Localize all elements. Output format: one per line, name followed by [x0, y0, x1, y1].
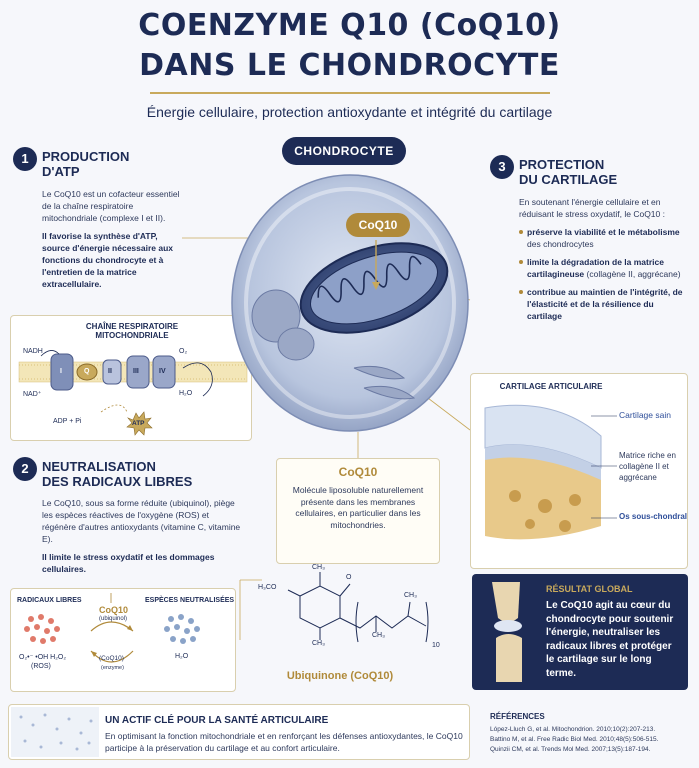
section-1-title-line-1: PRODUCTION	[42, 149, 130, 164]
global-result-box	[472, 574, 688, 690]
result-title: RÉSULTAT GLOBAL	[546, 584, 633, 594]
cartilage-label-matrix: Matrice riche en collagène II et aggrécane	[619, 451, 676, 482]
coq-top-sub: (ubiquinol)	[99, 616, 128, 622]
cartilage-title: CARTILAGE ARTICULAIRE	[499, 382, 603, 391]
atp-label: ATP	[132, 420, 145, 427]
section-2-body	[42, 497, 242, 575]
molecule-ch3-c: CH₃	[372, 632, 385, 639]
h2o-label: H₂O	[179, 390, 193, 397]
molecule-ch3-b: CH₃	[312, 640, 325, 647]
section-2-title-line-2: DES RADICAUX LIBRES	[42, 474, 193, 489]
title-line-2: DANS LE CHONDROCYTE	[139, 48, 560, 83]
radicals-right-title: ESPÈCES NEUTRALISÉES	[145, 597, 235, 604]
section-1-bold-text: Il favorise la synthèse d'ATP, source d'énergie nécessaire aux fonctions du chondrocyte et à l'entretien de la matrice extracellulaire.	[42, 231, 174, 289]
bullet-item: contribue au maintien de l'intégrité, de l'élasticité et de la résilience du cartilage	[519, 286, 689, 322]
knee-joint-icon	[478, 582, 540, 682]
cartilage-label-bone: Os sous-chondral	[619, 512, 688, 521]
section-2-title-line-1: NEUTRALISATION	[42, 459, 156, 474]
ros-label: (ROS)	[31, 663, 51, 670]
molecule-n: 10	[432, 642, 440, 649]
neutral-h2o-label: H₂O	[175, 653, 189, 660]
section-1-title	[42, 149, 129, 179]
section-3-text: En soutenant l'énergie cellulaire et en réduisant le stress oxydatif, le CoQ10 :	[519, 197, 665, 219]
complex-2-label: II	[108, 368, 112, 375]
radicals-left-title: RADICAUX LIBRES	[17, 597, 82, 604]
cartilage-texture-icon	[11, 707, 99, 757]
section-2-number: 2	[13, 457, 37, 481]
ros-species-label: O₂•⁻ •OH H₂O₂	[19, 654, 67, 661]
section-3-title-line-2: DU CARTILAGE	[519, 172, 618, 187]
complex-2-shape	[103, 360, 121, 384]
q-label: Q	[84, 368, 90, 375]
key-active-text: En optimisant la fonction mitochondriale et en renforçant les défenses antioxydantes, le CoQ10 participe à la préservation du cartilage et au confort articulaire.	[105, 731, 463, 753]
cartilage-label-healthy: Cartilage sain	[619, 410, 671, 420]
key-active-title: UN ACTIF CLÉ POUR LA SANTÉ ARTICULAIRE	[105, 715, 329, 726]
section-2-title	[42, 459, 192, 489]
bullet-item: préserve la viabilité et le métabolisme des chondrocytes	[519, 226, 689, 250]
chain-title-line-2: MITOCHONDRIALE	[95, 331, 169, 340]
molecule-o: O	[346, 574, 352, 581]
section-2-text: Le CoQ10, sous sa forme réduite (ubiquinol), piège les espèces réactives de l'oxygène (ROS) et régénère d'autres antioxydants (vitamine C, vitamine E).	[42, 498, 241, 544]
nad-label: NAD⁺	[23, 391, 42, 398]
subtitle: Énergie cellulaire, protection antioxydante et intégrité du cartilage	[146, 104, 553, 120]
complex-4-label: IV	[159, 368, 166, 375]
chondrocyte-cell-illustration	[224, 168, 476, 438]
nadh-label: NADH	[23, 348, 43, 355]
coq-top-label: CoQ10	[99, 605, 129, 615]
complex-1-shape	[51, 354, 73, 390]
section-3-body	[519, 196, 689, 328]
section-1-number: 1	[13, 147, 37, 171]
section-3-title	[519, 157, 617, 187]
section-1-text: Le CoQ10 est un cofacteur essentiel de la chaîne respiratoire mitochondriale (complexe I et II).	[42, 189, 180, 223]
title-line-1: COENZYME Q10 (CoQ10)	[138, 8, 561, 43]
adp-label: ADP + Pi	[53, 418, 82, 425]
references	[490, 712, 695, 755]
cartilage-box	[470, 373, 688, 569]
molecule-description: Molécule liposoluble naturellement présente dans les membranes cellulaires, en particulier dans les mitochondries.	[292, 485, 424, 530]
complex-3-label: III	[133, 368, 139, 375]
o2-label: O₂	[179, 348, 188, 355]
references-title: RÉFÉRENCES	[490, 712, 545, 721]
complex-1-label: I	[60, 368, 62, 375]
bullet-item: limite la dégradation de la matrice cartilagineuse (collagène II, aggrécane)	[519, 256, 689, 280]
section-3-bullets	[519, 226, 689, 322]
respiratory-chain-box	[10, 315, 252, 441]
molecule-title: CoQ10	[338, 465, 378, 479]
coq-bottom-label: (CoQ10)	[99, 655, 124, 662]
key-active-box	[8, 704, 470, 760]
section-1-title-line-2: D'ATP	[42, 164, 80, 179]
molecule-h3co: H₃CO	[258, 584, 277, 591]
molecule-ch3-d: CH₃	[404, 592, 417, 599]
coq-bottom-sub: (enzyme)	[101, 665, 124, 671]
coq10-cell-tag: CoQ10	[346, 213, 410, 237]
section-1-body	[42, 188, 182, 290]
chondrocyte-label: CHONDROCYTE	[282, 137, 406, 165]
ubiquinone-label: Ubiquinone (CoQ10)	[286, 670, 394, 682]
section-3-number: 3	[490, 155, 514, 179]
section-2-bold-text: Il limite le stress oxydatif et les dommages cellulaires.	[42, 552, 215, 574]
chain-title-line-1: CHAÎNE RESPIRATOIRE	[85, 322, 179, 331]
section-3-title-line-1: PROTECTION	[519, 157, 605, 172]
reference-item: López-Lluch G, et al. Mitochondrion. 2010;10(2):207-213.	[490, 726, 656, 733]
reference-item: Quinzii CM, et al. Trends Mol Med. 2007;13(5):187-194.	[490, 746, 651, 753]
reference-item: Battino M, et al. Free Radic Biol Med. 2010;48(5):506-515.	[490, 736, 659, 743]
radicals-box	[10, 588, 236, 692]
ubiquinone-structure	[250, 566, 450, 666]
coq10-molecule-box	[276, 458, 440, 564]
molecule-ch3-a: CH₃	[312, 564, 325, 571]
result-text: Le CoQ10 agit au cœur du chondrocyte pour soutenir l'énergie, neutraliser les radicaux libres et protéger le cartilage sur le long terme.	[546, 600, 674, 679]
